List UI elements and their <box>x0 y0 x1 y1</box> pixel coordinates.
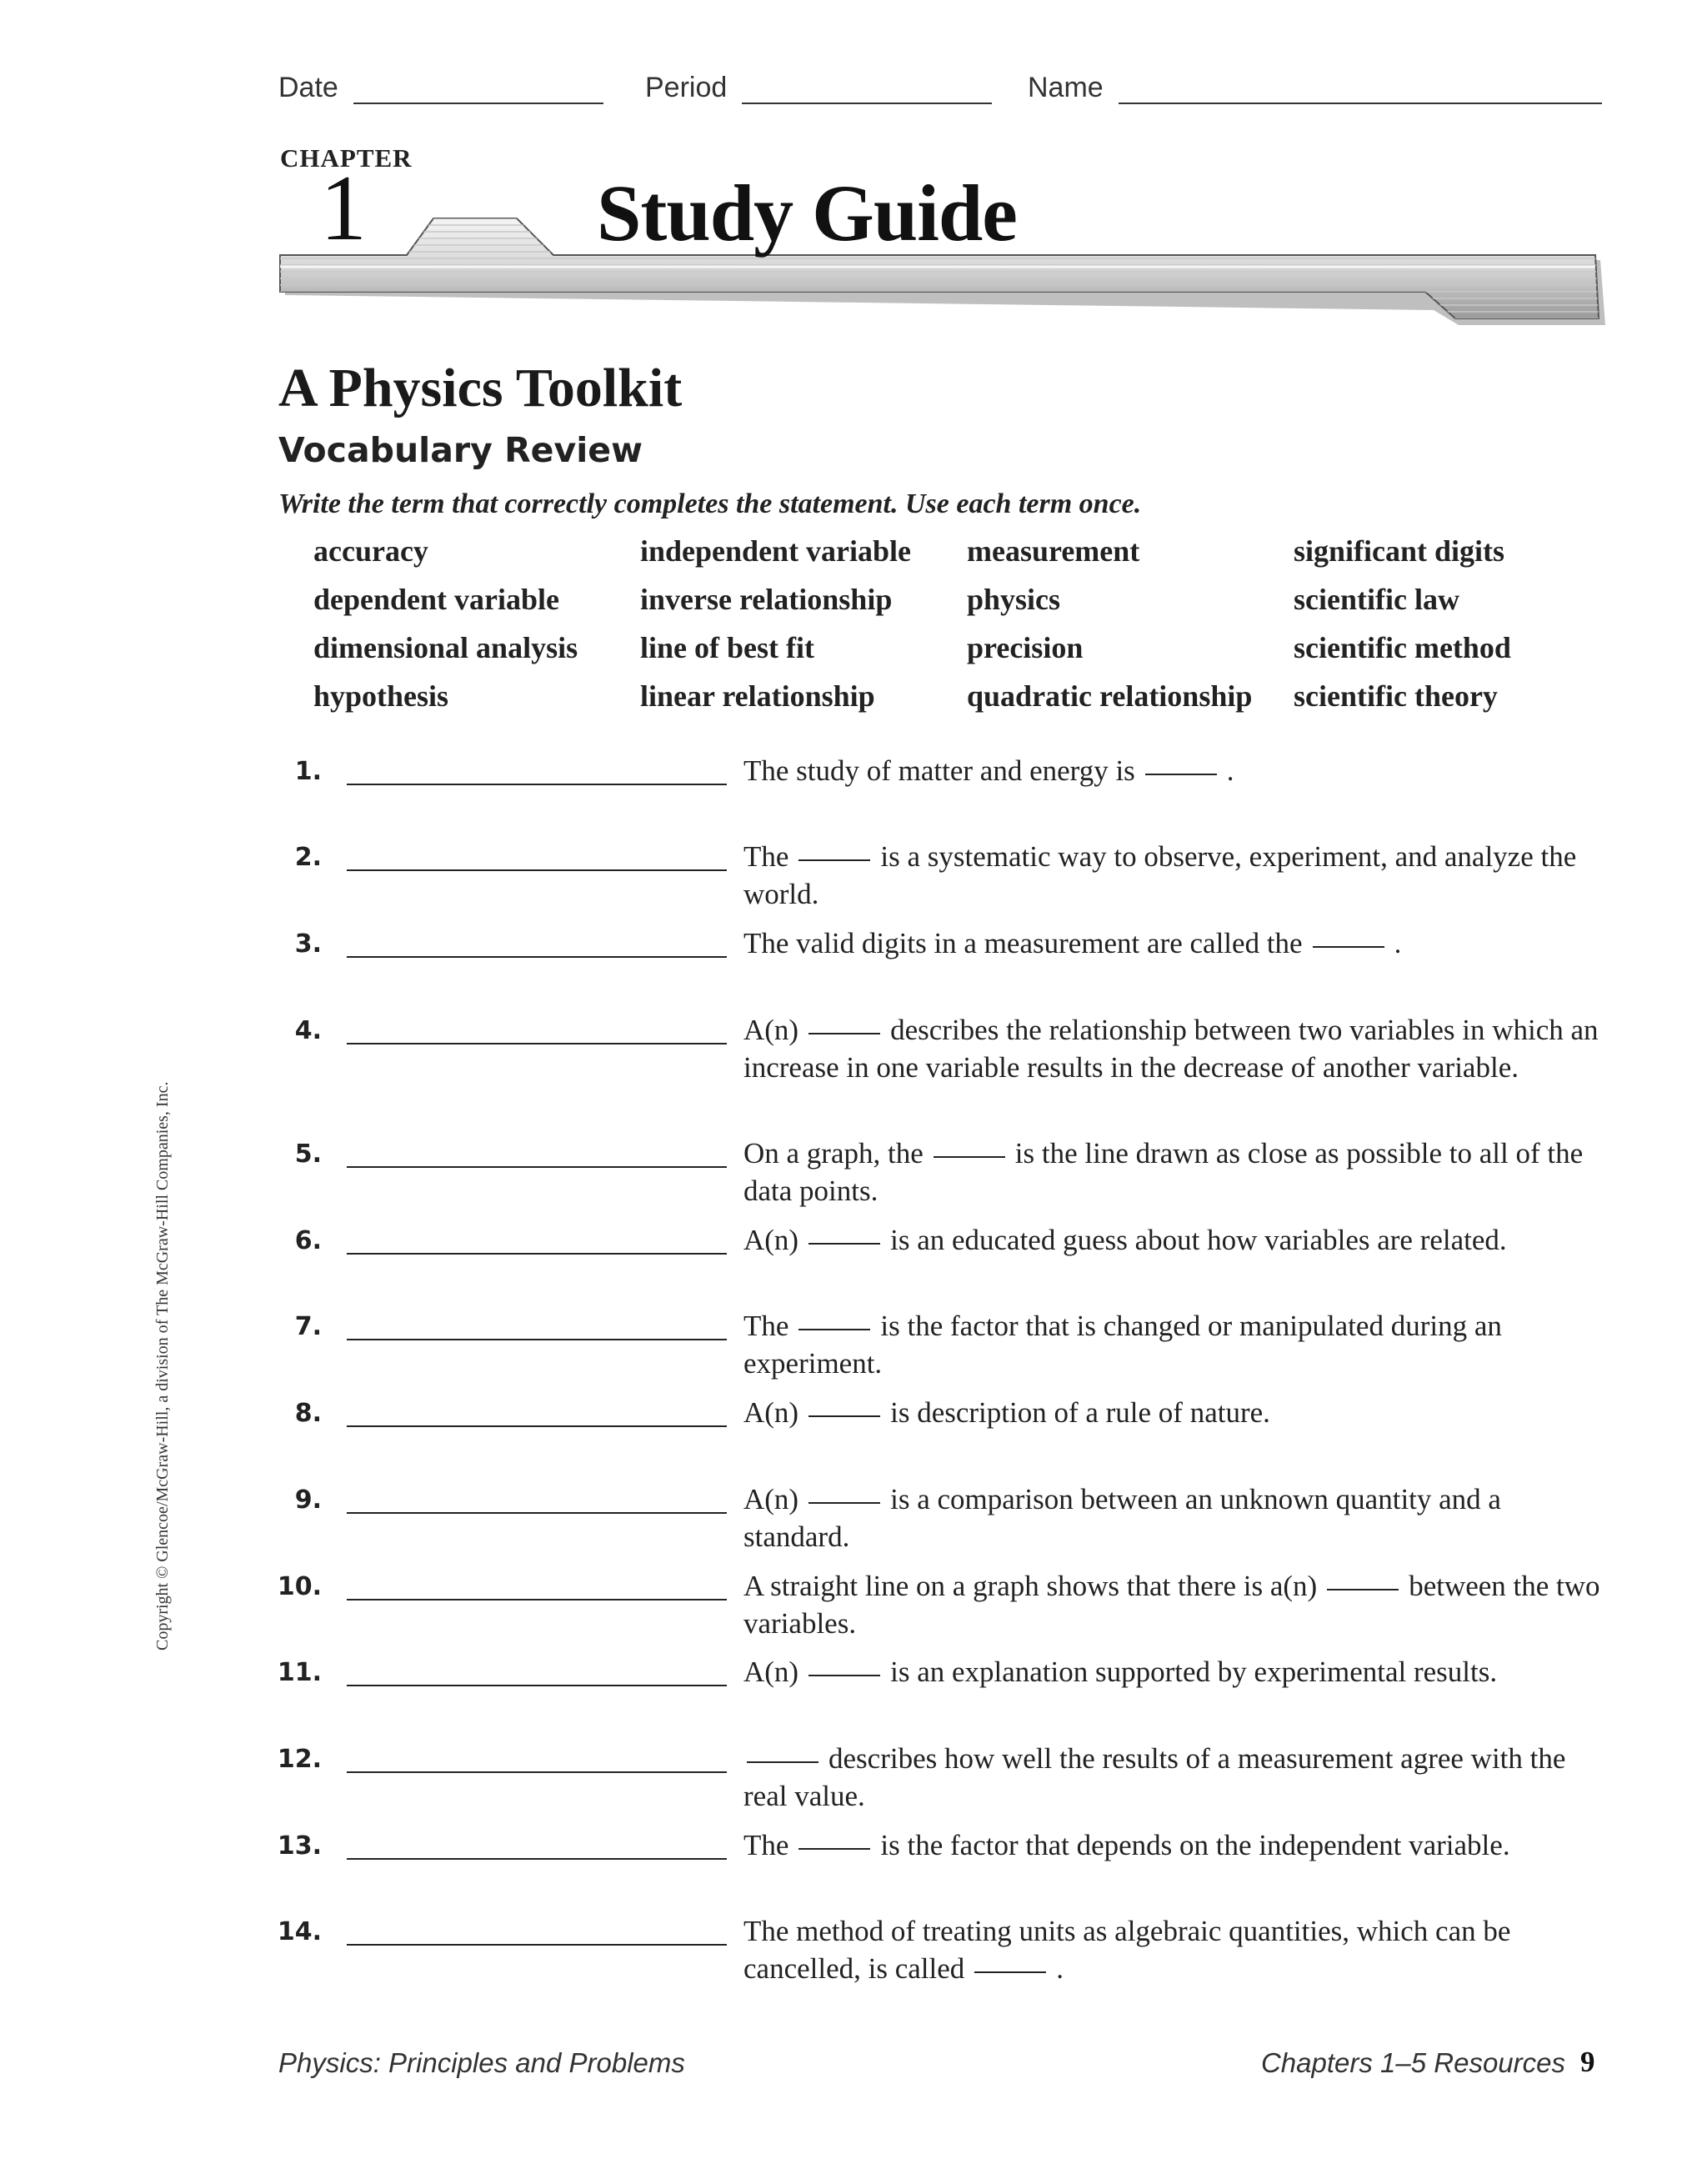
answer-line[interactable] <box>347 869 727 871</box>
question-statement <box>743 752 1602 789</box>
inline-blank <box>808 1033 880 1034</box>
answer-line[interactable] <box>347 1425 727 1427</box>
inline-blank <box>808 1415 880 1417</box>
question-number: 8. <box>294 1399 322 1428</box>
question-statement <box>743 1135 1602 1210</box>
answer-line[interactable] <box>347 1166 727 1168</box>
chapter-number: 1 <box>320 157 367 260</box>
period-answer-line[interactable] <box>742 78 992 104</box>
inline-blank <box>974 1971 1046 1973</box>
term: hypothesis <box>313 679 449 713</box>
name-field <box>1028 72 1602 104</box>
question-number: 5. <box>294 1140 322 1169</box>
inline-blank <box>934 1156 1005 1158</box>
statement-before: A(n) <box>743 1396 799 1429</box>
question-statement <box>743 1011 1602 1086</box>
footer-book-title: Physics: Principles and Problems <box>278 2047 685 2078</box>
footer-resources: Chapters 1–5 Resources <box>1260 2047 1565 2078</box>
statement-before: A(n) <box>743 1483 799 1515</box>
question-statement <box>743 838 1602 913</box>
answer-line[interactable] <box>347 1858 727 1860</box>
statement-before: The <box>743 840 789 873</box>
section-subtitle: Vocabulary Review <box>278 430 643 470</box>
period-label: Period <box>645 72 728 103</box>
study-guide-title: Study Guide <box>597 168 1017 258</box>
question-statement <box>743 1307 1602 1382</box>
term: linear relationship <box>640 679 875 713</box>
inline-blank <box>747 1761 818 1763</box>
term: significant digits <box>1294 534 1505 568</box>
question-number: 12. <box>277 1745 322 1774</box>
statement-before: On a graph, the <box>743 1137 924 1170</box>
copyright-notice: Copyright © Glencoe/McGraw-Hill, a division of The McGraw-Hill Companies, Inc. <box>153 1081 172 1651</box>
section-title: A Physics Toolkit <box>278 358 683 418</box>
statement-before: The <box>743 1829 789 1861</box>
question-number: 11. <box>277 1658 322 1687</box>
term: scientific method <box>1294 631 1511 664</box>
answer-line[interactable] <box>347 1253 727 1255</box>
answer-line[interactable] <box>347 1043 727 1044</box>
inline-blank <box>1313 946 1384 948</box>
answer-line[interactable] <box>347 1771 727 1773</box>
statement-after: describes how well the results of a measurement agree with the real value. <box>743 1742 1566 1812</box>
term: dimensional analysis <box>313 631 578 664</box>
term: quadratic relationship <box>967 679 1253 713</box>
statement-after: is a systematic way to observe, experiment, and analyze the world. <box>743 840 1577 910</box>
question-number: 10. <box>277 1572 322 1601</box>
answer-line[interactable] <box>347 1944 727 1946</box>
answer-line[interactable] <box>347 956 727 958</box>
instructions: Write the term that correctly completes the statement. Use each term once. <box>278 488 1142 519</box>
inline-blank <box>808 1675 880 1676</box>
statement-after: is an educated guess about how variables are related. <box>890 1224 1507 1256</box>
question-statement <box>743 1826 1602 1864</box>
answer-line[interactable] <box>347 784 727 785</box>
question-number: 6. <box>294 1226 322 1255</box>
statement-after: is a comparison between an unknown quantity and a standard. <box>743 1483 1501 1553</box>
inline-blank <box>1145 774 1217 775</box>
statement-after: is the line drawn as close as possible to all of the data points. <box>743 1137 1584 1207</box>
question-statement <box>743 1221 1602 1259</box>
term: inverse relationship <box>640 583 893 616</box>
statement-after: is the factor that is changed or manipulated during an experiment. <box>743 1310 1502 1380</box>
term: accuracy <box>313 534 428 568</box>
statement-before: A(n) <box>743 1014 799 1046</box>
question-number: 4. <box>294 1016 322 1045</box>
date-answer-line[interactable] <box>353 78 603 104</box>
term: physics <box>967 583 1061 616</box>
inline-blank <box>808 1502 880 1504</box>
statement-before: A straight line on a graph shows that there is a(n) <box>743 1570 1318 1602</box>
statement-before: The <box>743 1310 789 1342</box>
question-statement <box>743 1394 1602 1431</box>
date-field <box>278 72 603 104</box>
question-number: 2. <box>294 843 322 872</box>
statement-after: describes the relationship between two variables in which an increase in one variable results in the decrease of another variable. <box>743 1014 1599 1084</box>
question-statement <box>743 1567 1602 1642</box>
inline-blank <box>798 859 870 861</box>
term: dependent variable <box>313 583 560 616</box>
question-number: 1. <box>294 757 322 786</box>
answer-line[interactable] <box>347 1685 727 1686</box>
statement-after: . <box>1056 1952 1064 1985</box>
question-statement <box>743 1653 1602 1691</box>
statement-before: The valid digits in a measurement are called the <box>743 927 1303 959</box>
term: independent variable <box>640 534 912 568</box>
question-statement <box>743 1740 1602 1815</box>
term: precision <box>967 631 1084 664</box>
statement-after: is the factor that depends on the independent variable. <box>880 1829 1510 1861</box>
term: scientific law <box>1294 583 1459 616</box>
question-number: 9. <box>294 1485 322 1515</box>
question-number: 13. <box>277 1831 322 1861</box>
question-number: 3. <box>294 929 322 959</box>
statement-after: . <box>1226 754 1234 787</box>
question-number: 7. <box>294 1312 322 1341</box>
statement-before: A(n) <box>743 1224 799 1256</box>
statement-after: . <box>1394 927 1402 959</box>
name-label: Name <box>1028 72 1104 103</box>
question-statement <box>743 1480 1602 1555</box>
inline-blank <box>798 1329 870 1330</box>
inline-blank <box>1327 1589 1399 1590</box>
question-statement <box>743 1912 1602 1987</box>
term: scientific theory <box>1294 679 1498 713</box>
date-label: Date <box>278 72 338 103</box>
word-bank <box>313 533 1620 727</box>
page-number: 9 <box>1580 2046 1595 2078</box>
statement-after: is an explanation supported by experimental results. <box>890 1656 1498 1688</box>
term: measurement <box>967 534 1140 568</box>
answer-line[interactable] <box>347 1512 727 1514</box>
period-field <box>645 72 992 104</box>
inline-blank <box>808 1243 880 1245</box>
statement-before: The study of matter and energy is <box>743 754 1135 787</box>
answer-line[interactable] <box>347 1339 727 1340</box>
name-answer-line[interactable] <box>1119 78 1602 104</box>
question-statement <box>743 924 1602 962</box>
statement-before: The method of treating units as algebraic quantities, which can be cancelled, is called <box>743 1915 1511 1985</box>
statement-before: A(n) <box>743 1656 799 1688</box>
statement-after: between the two variables. <box>743 1570 1600 1640</box>
term: line of best fit <box>640 631 814 664</box>
statement-after: is description of a rule of nature. <box>890 1396 1270 1429</box>
answer-line[interactable] <box>347 1599 727 1600</box>
chapter-label: CHAPTER <box>280 143 413 173</box>
question-number: 14. <box>277 1917 322 1946</box>
inline-blank <box>798 1848 870 1850</box>
